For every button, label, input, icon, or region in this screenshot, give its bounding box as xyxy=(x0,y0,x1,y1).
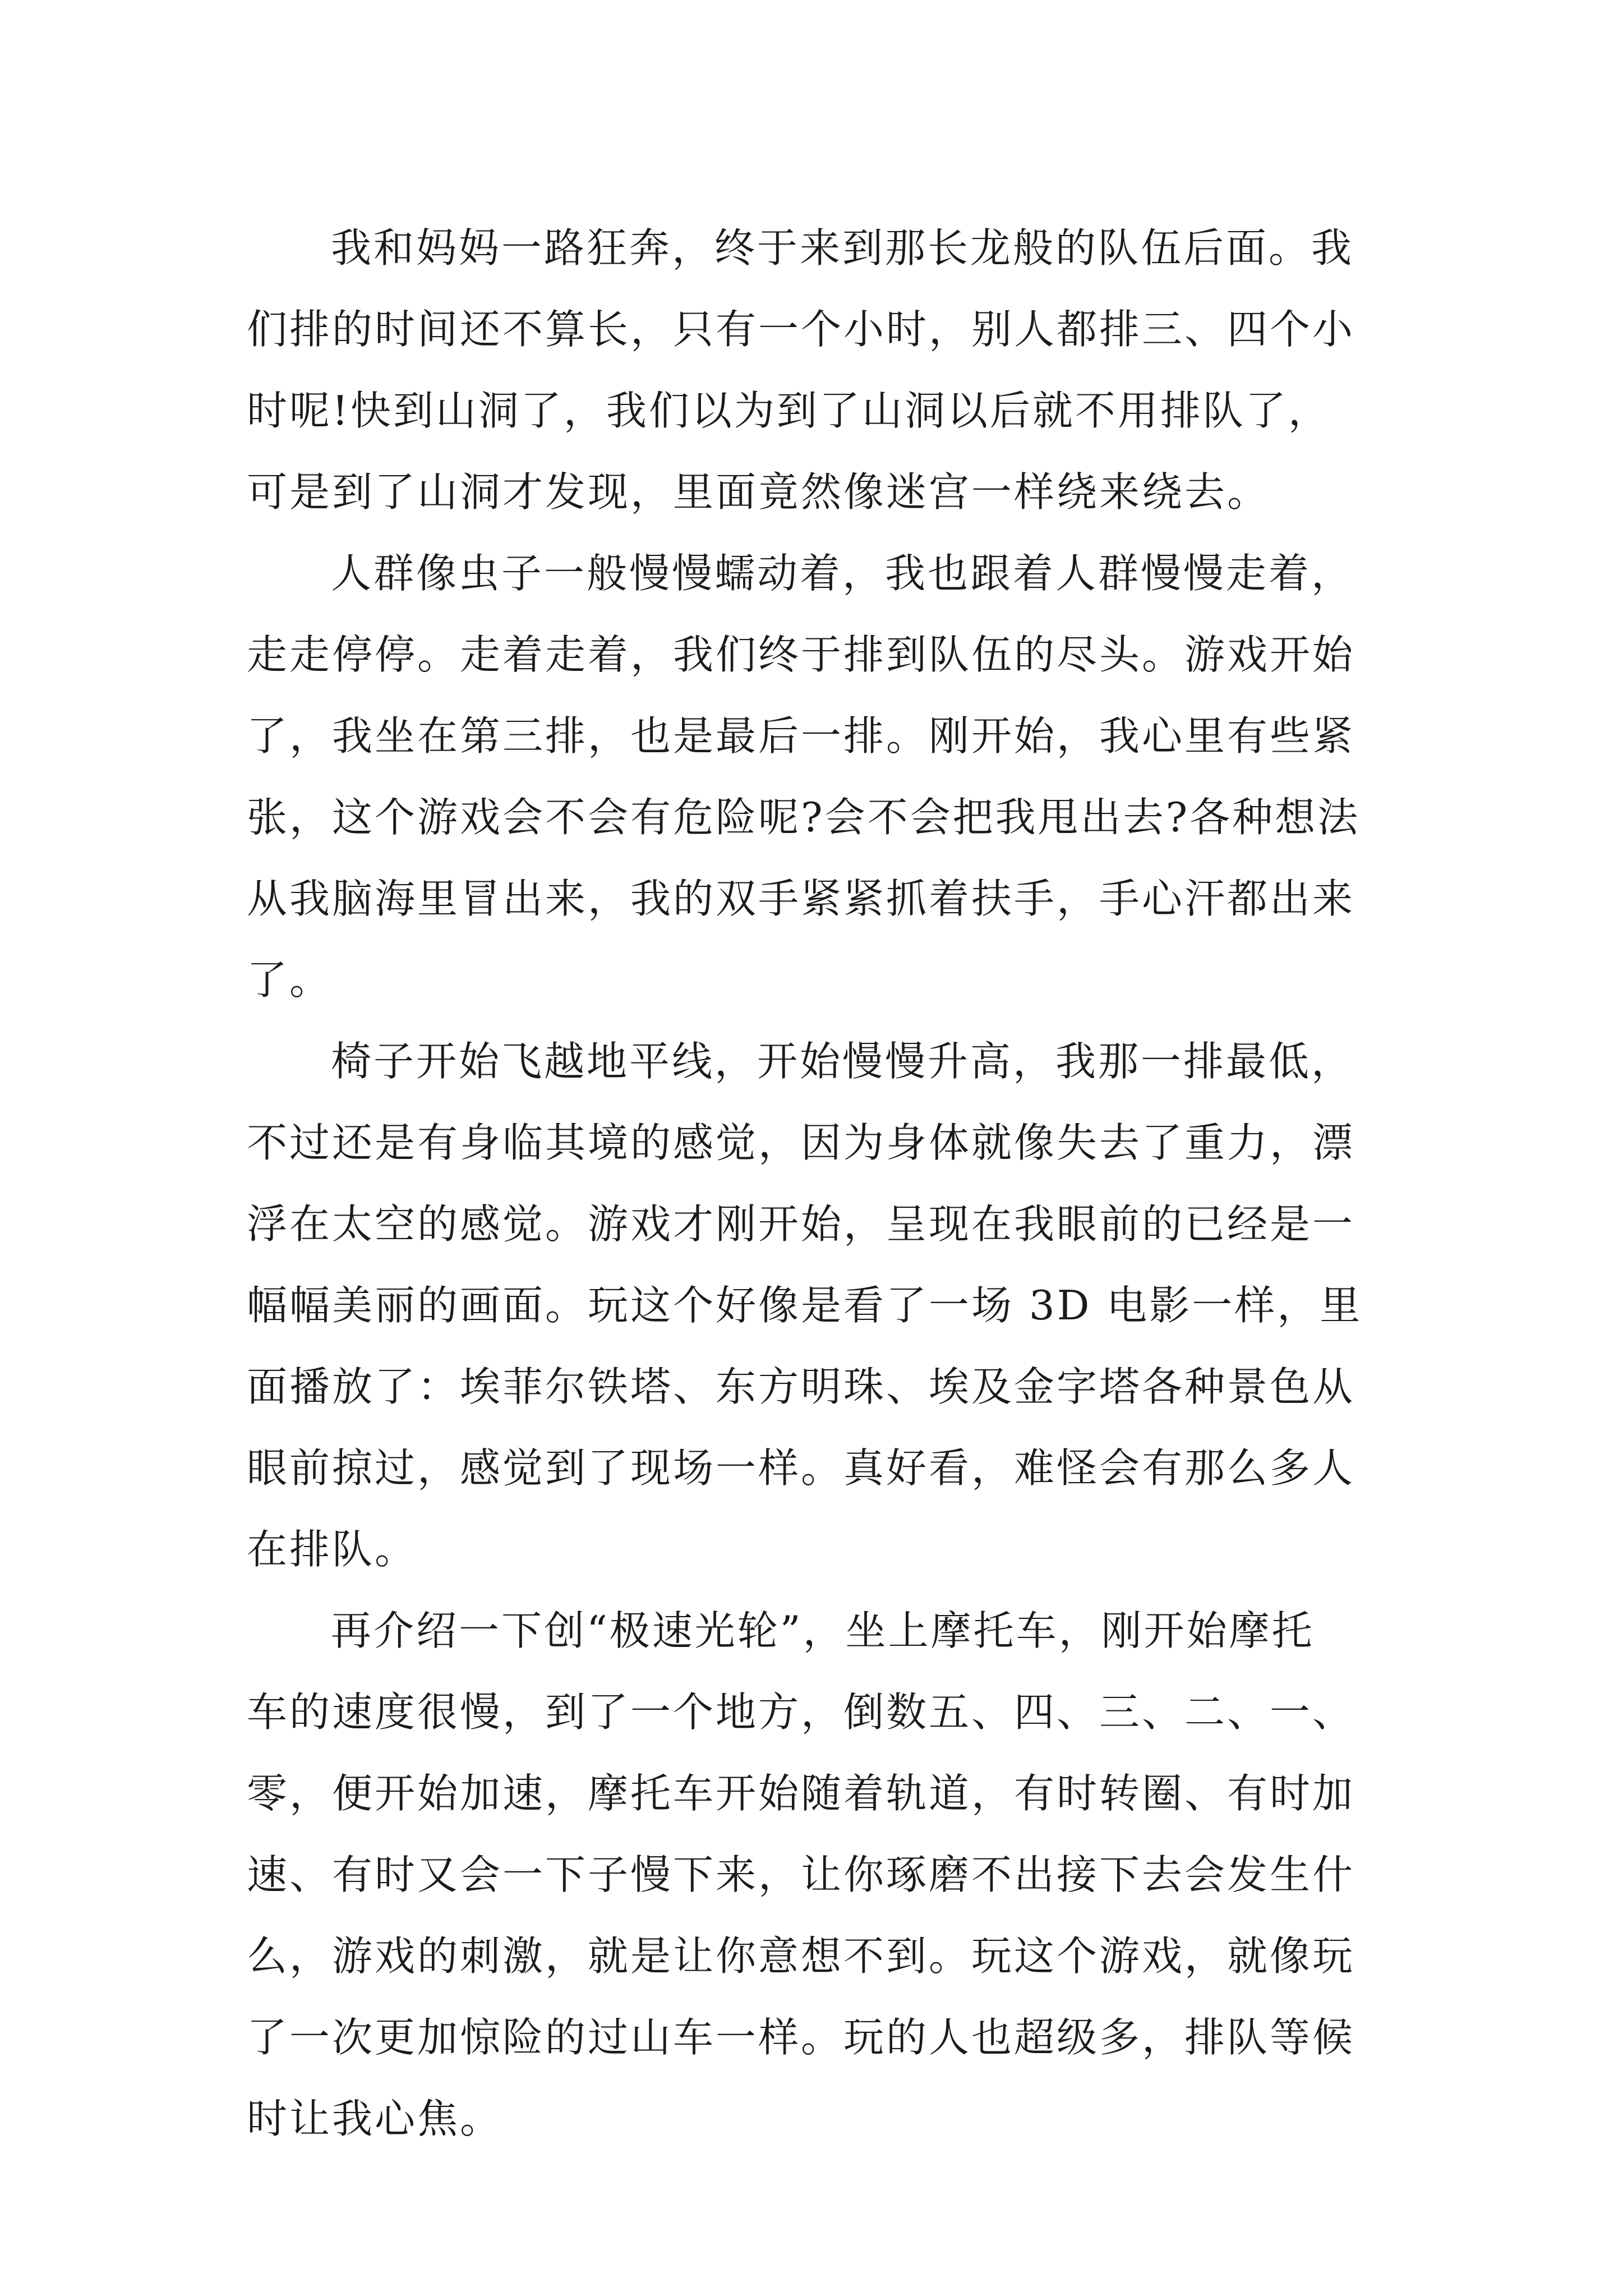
text-line: 么，游戏的刺激，就是让你意想不到。玩这个游戏，就像玩 xyxy=(247,1932,1355,1980)
text-line: 速、有时又会一下子慢下来，让你琢磨不出接下去会发生什 xyxy=(247,1851,1355,1898)
text-line: 在排队。 xyxy=(247,1526,418,1573)
text-line: 眼前掠过，感觉到了现场一样。真好看，难怪会有那么多人 xyxy=(247,1444,1355,1492)
text-line: 面播放了：埃菲尔铁塔、东方明珠、埃及金字塔各种景色从 xyxy=(247,1363,1355,1410)
text-line: 幅幅美丽的画面。玩这个好像是看了一场 3D 电影一样，里 xyxy=(247,1282,1363,1329)
text-line: 车的速度很慢，到了一个地方，倒数五、四、三、二、一、 xyxy=(247,1688,1355,1736)
text-line: 我和妈妈一路狂奔，终于来到那长龙般的队伍后面。我 xyxy=(331,224,1354,272)
text-line: 张，这个游戏会不会有危险呢?会不会把我甩出去?各种想法 xyxy=(247,794,1361,841)
text-line: 再介绍一下创“极速光轮”，坐上摩托车，刚开始摩托 xyxy=(331,1607,1315,1654)
text-line: 了一次更加惊险的过山车一样。玩的人也超级多，排队等候 xyxy=(247,2014,1355,2061)
text-line: 零，便开始加速，摩托车开始随着轨道，有时转圈、有时加 xyxy=(247,1770,1355,1817)
paragraph-2 xyxy=(247,533,1391,1021)
text-line: 时呢!快到山洞了，我们以为到了山洞以后就不用排队了， xyxy=(247,387,1331,434)
document-body xyxy=(247,208,1391,2160)
text-line: 了，我坐在第三排，也是最后一排。刚开始，我心里有些紧 xyxy=(247,712,1355,760)
text-line: 椅子开始飞越地平线，开始慢慢升高，我那一排最低， xyxy=(331,1038,1354,1085)
paragraph-3 xyxy=(247,1021,1391,1590)
text-line: 时让我心焦。 xyxy=(247,2095,503,2142)
paragraph-4 xyxy=(247,1590,1391,2160)
text-line: 可是到了山洞才发现，里面竟然像迷宫一样绕来绕去。 xyxy=(247,468,1270,516)
text-line: 们排的时间还不算长，只有一个小时，别人都排三、四个小 xyxy=(247,306,1355,353)
text-line: 走走停停。走着走着，我们终于排到队伍的尽头。游戏开始 xyxy=(247,631,1355,678)
text-line: 了。 xyxy=(247,956,333,1004)
text-line: 不过还是有身临其境的感觉，因为身体就像失去了重力，漂 xyxy=(247,1119,1355,1166)
text-line: 人群像虫子一般慢慢蠕动着，我也跟着人群慢慢走着， xyxy=(331,550,1354,597)
paragraph-1 xyxy=(247,208,1391,533)
text-line: 从我脑海里冒出来，我的双手紧紧抓着扶手，手心汗都出来 xyxy=(247,875,1355,922)
text-line: 浮在太空的感觉。游戏才刚开始，呈现在我眼前的已经是一 xyxy=(247,1200,1355,1248)
